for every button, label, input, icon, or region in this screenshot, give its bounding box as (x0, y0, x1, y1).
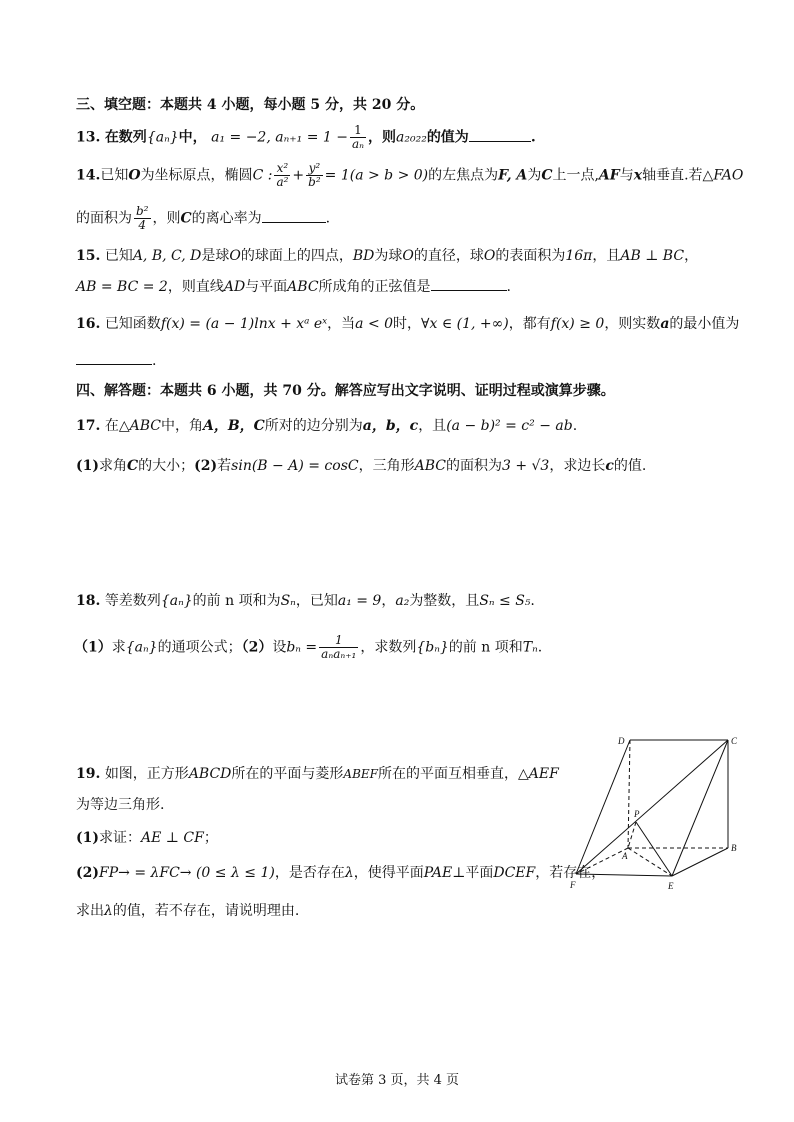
q14-text: 为坐标原点，椭圆 (140, 167, 253, 184)
q17-text: ，且 (418, 418, 447, 434)
edge-af (576, 848, 628, 874)
q18-seq-b: {bₙ} (416, 639, 449, 656)
q17-number: 17. (76, 418, 101, 434)
q14-text: 的离心率为 (191, 210, 262, 227)
question-18 (76, 591, 734, 611)
q17-abc: ABC (414, 458, 446, 474)
q14-text: 已知 (100, 167, 129, 184)
q14-end: . (325, 210, 331, 227)
q15-end: . (506, 279, 511, 295)
question-16-line2 (76, 350, 734, 371)
label-p: P (634, 809, 640, 819)
q14-text: 的左焦点为 (428, 167, 499, 184)
q18-end: . (530, 593, 535, 609)
question-19 (76, 764, 559, 784)
q15-points: A, B, C, D (132, 248, 202, 264)
q13-text: 中， (178, 129, 207, 146)
q17-equation2: sin(B − A) = cosC (231, 458, 359, 474)
q13-text: 的值为 (426, 129, 469, 146)
q17-triangle: △ABC (118, 418, 161, 434)
q15-text: ， (684, 248, 699, 264)
q14-text: 与 (619, 167, 634, 184)
q15-o: O (483, 248, 496, 264)
q15-o: O (229, 248, 241, 264)
question-13 (76, 124, 734, 151)
edge-cf (576, 740, 728, 874)
label-e: E (668, 881, 674, 891)
q13-fraction (350, 124, 366, 151)
q16-forall: ∀x ∈ (1, +∞) (421, 316, 509, 332)
q18-frac-num: 1 (319, 634, 358, 648)
q14-triangle: △FAO (702, 167, 744, 184)
q15-text: 已知 (104, 248, 133, 264)
q14-fa: F, A (498, 167, 528, 184)
q14-area-num: b² (136, 204, 149, 218)
q14-number: 14. (76, 167, 101, 184)
question-19-line4 (76, 901, 734, 921)
q14-area-den: 4 (138, 218, 147, 232)
q14-text: 为 (527, 167, 542, 184)
q18-text: 等差数列 (104, 593, 161, 609)
q16-text: ，当 (327, 316, 356, 332)
label-b: B (731, 843, 737, 853)
question-19-part2 (76, 863, 606, 883)
q15-answer-blank[interactable] (431, 276, 507, 291)
q18-end: . (537, 639, 543, 656)
q18-a1: a₁ = 9 (337, 593, 382, 609)
label-c: C (731, 736, 738, 746)
q17-sides: a，b，c (362, 418, 419, 434)
q13-text: 在数列 (104, 129, 147, 146)
section3-heading: 三、填空题：本题共 4 小题，每小题 5 分，共 20 分。 (76, 97, 425, 113)
q18-number: 18. (76, 593, 101, 609)
q18-text: 为整数，且 (409, 593, 480, 609)
q19-text: 求出 (76, 903, 104, 919)
q14-c: C (180, 210, 192, 227)
q18-text: 的前 n 项和为 (192, 593, 281, 609)
q17-text: 的值. (613, 458, 647, 474)
q14-frac-x (274, 162, 290, 189)
q19-part1-label: (1) (76, 830, 99, 846)
q13-target: a₂₀₂₂ (396, 129, 427, 146)
q13-frac-num: 1 (350, 124, 366, 138)
edge-pe (636, 822, 672, 876)
q18-sn: Sₙ (280, 593, 296, 609)
q13-frac-den: aₙ (351, 137, 365, 151)
q15-bd: BD (352, 248, 375, 264)
question-14 (76, 161, 744, 189)
q14-af: AF (598, 167, 620, 184)
q19-equation: AE ⊥ CF (141, 830, 204, 846)
q15-text: 与平面 (245, 279, 288, 295)
q19-number: 19. (76, 766, 101, 782)
q18-inequality: Sₙ ≤ S₅ (479, 593, 531, 609)
q18-text: ， (381, 593, 396, 609)
q16-end: . (152, 353, 157, 369)
q19-text: ，若存在， (535, 865, 606, 881)
q13-condition: a₁ = −2, aₙ₊₁ = 1 − (211, 129, 348, 146)
q14-plus: + (292, 167, 305, 184)
q14-text: 的面积为 (76, 210, 132, 227)
q15-perp: AB ⊥ BC (620, 248, 685, 264)
edge-da (628, 740, 630, 848)
label-f: F (570, 880, 576, 890)
q15-text: 为球 (374, 248, 403, 264)
q18-seq: {aₙ} (125, 639, 158, 656)
q16-inequality: f(x) ≥ 0 (550, 316, 605, 332)
q18-text: 的前 n 项和 (448, 639, 523, 656)
q19-pae: PAE (423, 865, 453, 881)
q15-text: 的表面积为 (495, 248, 566, 264)
q13-text: ，则 (368, 129, 397, 146)
q15-text: 所成角的正弦值是 (318, 279, 431, 295)
q16-number: 16. (76, 316, 101, 332)
q17-text: 求角 (99, 458, 127, 474)
q17-part2-label: (2) (194, 458, 218, 474)
q15-equation: AB = BC = 2 (76, 279, 168, 295)
q18-text: 的通项公式； (157, 639, 242, 656)
edge-pa (628, 822, 636, 848)
q18-text: ，求数列 (360, 639, 417, 656)
q18-text: 设 (272, 639, 287, 656)
q19-dcef: DCEF (493, 865, 536, 881)
q17-part1-label: (1) (76, 458, 99, 474)
q17-text: 中，角 (160, 418, 203, 434)
q15-text: 是球 (201, 248, 230, 264)
q14-area-fraction (134, 205, 151, 232)
q18-frac-den: aₙaₙ₊₁ (321, 647, 357, 661)
q18-tn: Tₙ (522, 639, 538, 656)
q15-number: 15. (76, 248, 101, 264)
q19-abcd: ABCD (188, 766, 232, 782)
q17-text: 的大小； (138, 458, 195, 474)
q19-text: 的值，若不存在，请说明理由. (112, 903, 300, 919)
q19-text: ，是否存在 (274, 865, 345, 881)
q15-ad: AD (223, 279, 246, 295)
q17-text: 若 (217, 458, 232, 474)
q19-part2-label: (2) (76, 865, 99, 881)
q15-text: ，则直线 (167, 279, 224, 295)
q14-o: O (128, 167, 141, 184)
q16-a: a (660, 316, 670, 332)
q13-answer-blank[interactable] (469, 127, 531, 142)
q16-answer-blank[interactable] (76, 350, 152, 365)
q18-text: ，已知 (295, 593, 338, 609)
q17-c: c (605, 458, 614, 474)
q17-text: 所对的边分别为 (264, 418, 363, 434)
q18-bn: bₙ = (286, 639, 318, 656)
q19-lambda: λ (344, 865, 354, 881)
q18-fraction (319, 634, 358, 661)
q14-fy-den: b² (308, 175, 321, 189)
edge-ae (628, 848, 672, 876)
edge-eb (672, 848, 728, 876)
q14-c-label: C : (252, 167, 273, 184)
q14-x: x (633, 167, 643, 184)
q14-answer-blank[interactable] (262, 208, 326, 223)
q19-text: 所在的平面与菱形 (231, 766, 344, 782)
question-17 (76, 416, 734, 436)
section4-heading: 四、解答题：本题共 6 小题，共 70 分。解答应写出文字说明、证明过程或演算步骤。 (76, 383, 615, 399)
q14-text: ，则 (152, 210, 181, 227)
question-17-parts (76, 456, 734, 476)
q13-seq: {aₙ} (146, 129, 179, 146)
q14-frac-y (306, 162, 323, 189)
q15-text: 的直径，球 (413, 248, 484, 264)
q13-end: . (530, 129, 536, 146)
q15-area: 16π (565, 248, 593, 264)
q16-text: 时， (393, 316, 422, 332)
question-15-line2 (76, 276, 734, 297)
q17-text: 的面积为 (445, 458, 502, 474)
question-15 (76, 246, 734, 266)
q16-condition: a < 0 (355, 316, 394, 332)
question-18-parts (74, 634, 734, 661)
q19-text: ，使得平面 (353, 865, 424, 881)
q15-o: O (402, 248, 414, 264)
q19-text: 求证： (99, 830, 141, 846)
q18-part2-label: （2） (241, 639, 273, 656)
q14-fx-den: a² (276, 175, 289, 189)
q19-lambda: λ (104, 903, 113, 919)
q15-text: 的球面上的四点， (240, 248, 353, 264)
q19-perp: ⊥ (452, 865, 466, 881)
q18-text: 求 (111, 639, 126, 656)
q15-text: ，且 (592, 248, 621, 264)
q17-c: C (127, 458, 139, 474)
q18-part1-label: （1） (74, 639, 112, 656)
q19-vector-eq: FP→ = λFC→ (0 ≤ λ ≤ 1) (99, 865, 275, 881)
q18-seq: {aₙ} (160, 593, 193, 609)
question-14-line2 (76, 205, 734, 232)
q19-text: 如图，正方形 (104, 766, 189, 782)
q14-fy-num: y² (306, 162, 323, 176)
q14-text: 轴垂直.若 (642, 167, 703, 184)
q17-text: 在 (104, 418, 119, 434)
question-19-line2: 为等边三角形. (76, 797, 165, 813)
q14-condition: = 1(a > b > 0) (324, 167, 429, 184)
q16-function: f(x) = (a − 1)lnx + xᵃ eˣ (160, 316, 328, 332)
q19-abef: ABEF (343, 767, 378, 781)
q17-end: . (572, 418, 578, 434)
q16-text: 的最小值为 (669, 316, 740, 332)
q19-text: 平面 (465, 865, 494, 881)
q17-area: 3 + √3 (501, 458, 550, 474)
q17-text: ，三角形 (358, 458, 415, 474)
q14-fx-num: x² (274, 162, 290, 176)
q13-number: 13. (76, 129, 101, 146)
page-footer: 试卷第 3 页，共 4 页 (334, 1073, 460, 1088)
q16-text: 已知函数 (104, 316, 161, 332)
edge-fe (576, 874, 672, 876)
question-16 (76, 314, 740, 334)
q16-text: ，则实数 (604, 316, 661, 332)
q17-angles: A，B，C (202, 418, 265, 434)
q19-text: 所在的平面互相垂直， (378, 766, 518, 782)
edge-ce (672, 740, 728, 876)
label-a: A (622, 851, 628, 861)
q16-text: ，都有 (508, 316, 551, 332)
q19-text: ； (203, 830, 218, 846)
q17-text: ，求边长 (549, 458, 606, 474)
label-d: D (618, 736, 625, 746)
q18-a2: a₂ (395, 593, 410, 609)
geometry-figure (560, 728, 750, 898)
q15-abc: ABC (287, 279, 319, 295)
q14-text: 上一点, (552, 167, 599, 184)
q17-equation: (a − b)² = c² − ab (446, 418, 573, 434)
q19-triangle: △AEF (518, 766, 559, 782)
q14-c: C (541, 167, 553, 184)
